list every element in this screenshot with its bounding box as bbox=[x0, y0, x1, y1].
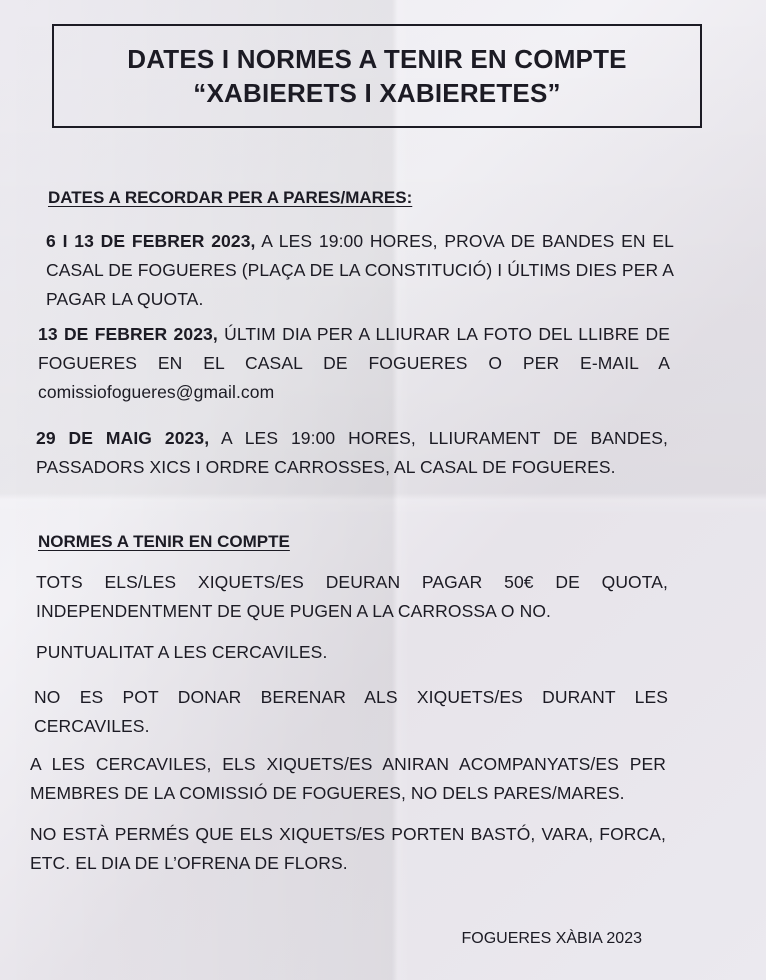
title-box bbox=[52, 24, 702, 128]
rule-item-4: A LES CERCAVILES, ELS XIQUETS/ES ANIRAN ACOMPANYATS/ES PER MEMBRES DE LA COMISSIÓ DE FOGUERES, NO DELS PARES/MARES. bbox=[30, 754, 666, 803]
dates-heading: DATES A RECORDAR PER A PARES/MARES: bbox=[48, 188, 413, 207]
title-line-2: “XABIERETS I XABIERETES” bbox=[193, 78, 561, 108]
date-item-1 bbox=[46, 227, 674, 314]
rules-heading: NORMES A TENIR EN COMPTE bbox=[38, 532, 290, 551]
rule-item-5: NO ESTÀ PERMÉS QUE ELS XIQUETS/ES PORTEN BASTÓ, VARA, FORCA, ETC. EL DIA DE L’OFRENA DE FLORS. bbox=[30, 824, 666, 873]
date-item-3 bbox=[36, 424, 668, 482]
signature: FOGUERES XÀBIA 2023 bbox=[461, 930, 642, 947]
title-line-1: DATES I NORMES A TENIR EN COMPTE bbox=[127, 44, 627, 74]
rule-item-1: TOTS ELS/LES XIQUETS/ES DEURAN PAGAR 50€ DE QUOTA, INDEPENDENTMENT DE QUE PUGEN A LA CARROSSA O NO. bbox=[36, 572, 668, 621]
date-item-2-date: 13 DE FEBRER 2023, bbox=[38, 324, 218, 344]
rule-item-2: PUNTUALITAT A LES CERCAVILES. bbox=[36, 642, 328, 662]
date-item-3-text: A LES 19:00 HORES, LLIURAMENT DE BANDES, PASSADORS XICS I ORDRE CARROSSES, AL CASAL DE FOGUERES. bbox=[36, 428, 668, 477]
date-item-3-date: 29 DE MAIG 2023, bbox=[36, 428, 210, 448]
date-item-1-date: 6 I 13 DE FEBRER 2023, bbox=[46, 231, 256, 251]
date-item-2 bbox=[38, 320, 670, 407]
date-item-2-text: ÚLTIM DIA PER A LLIURAR LA FOTO DEL LLIBRE DE FOGUERES EN EL CASAL DE FOGUERES O PER E-MAIL A comissiofogueres@gmail.com bbox=[38, 324, 670, 402]
rule-item-3: NO ES POT DONAR BERENAR ALS XIQUETS/ES DURANT LES CERCAVILES. bbox=[34, 687, 668, 736]
date-item-1-text: A LES 19:00 HORES, PROVA DE BANDES EN EL CASAL DE FOGUERES (PLAÇA DE LA CONSTITUCIÓ) I ÚLTIMS DIES PER A PAGAR LA QUOTA. bbox=[46, 231, 674, 309]
